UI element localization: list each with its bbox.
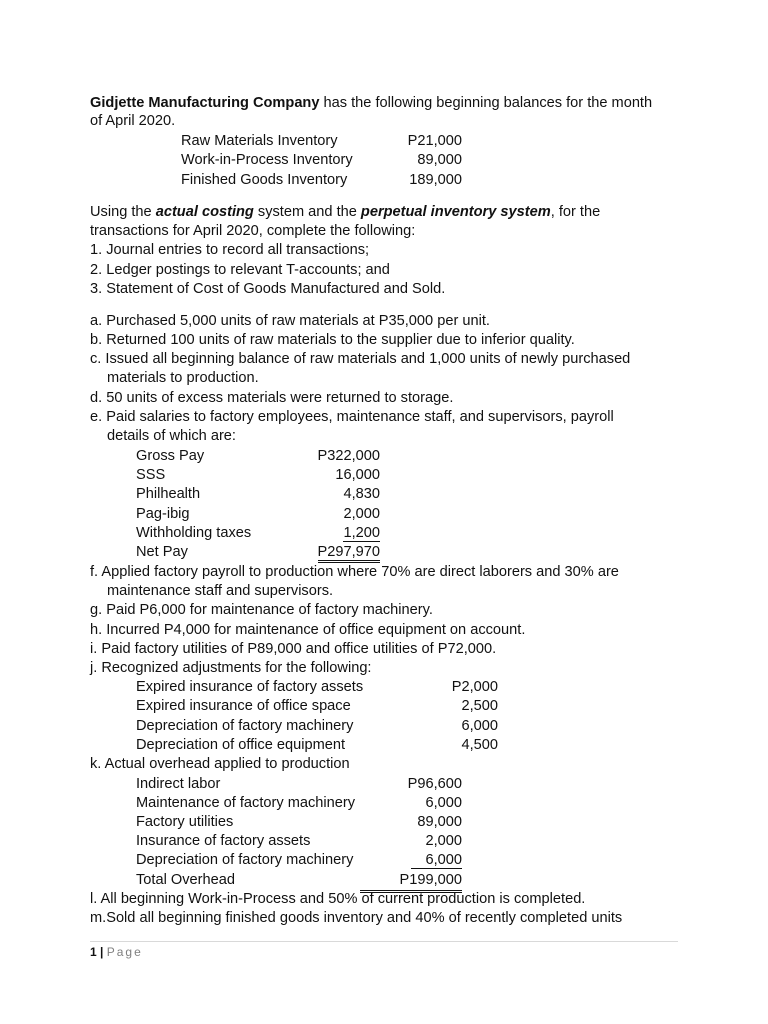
instr-text: system and the xyxy=(253,204,361,220)
payroll-label: Pag-ibig xyxy=(136,506,190,522)
page-separator: | xyxy=(96,945,107,959)
payroll-label: Withholding taxes xyxy=(136,525,252,541)
company-name: Gidjette Manufacturing Company xyxy=(90,95,320,111)
overhead-label: Depreciation of factory machinery xyxy=(136,852,354,868)
intro-line-2: of April 2020. xyxy=(90,113,176,129)
adjustment-value: P2,000 xyxy=(451,679,498,695)
transaction-a: a. Purchased 5,000 units of raw materials at P35,000 per unit. xyxy=(90,313,490,329)
transaction-f: f. Applied factory payroll to production where 70% are direct laborers and 30% are xyxy=(90,564,619,580)
footer-divider xyxy=(90,941,678,942)
payroll-label: SSS xyxy=(136,467,166,483)
requirement-item: 2. Ledger postings to relevant T-accounts; and xyxy=(90,262,390,278)
overhead-value: P96,600 xyxy=(407,776,462,792)
page-footer xyxy=(90,944,143,960)
transaction-m: m.Sold all beginning finished goods inventory and 40% of recently completed units xyxy=(90,910,623,926)
overhead-value: 89,000 xyxy=(417,814,462,830)
overhead-total-label: Total Overhead xyxy=(136,872,235,888)
overhead-value: 6,000 xyxy=(425,795,462,811)
payroll-value: 2,000 xyxy=(343,506,380,522)
overhead-label: Insurance of factory assets xyxy=(136,833,311,849)
adjustment-value: 4,500 xyxy=(461,737,498,753)
payroll-total xyxy=(300,543,380,562)
transaction-l: l. All beginning Work-in-Process and 50% of current production is completed. xyxy=(90,891,586,907)
payroll-total-underlined: P297,970 xyxy=(318,544,381,563)
transaction-k: k. Actual overhead applied to production xyxy=(90,756,350,772)
payroll-value: 16,000 xyxy=(335,467,380,483)
transaction-d: d. 50 units of excess materials were returned to storage. xyxy=(90,390,454,406)
requirement-item: 3. Statement of Cost of Goods Manufactured and Sold. xyxy=(90,281,446,297)
payroll-value xyxy=(300,524,380,543)
balance-label: Work-in-Process Inventory xyxy=(181,152,353,168)
balance-value: 189,000 xyxy=(409,172,462,188)
balance-label: Finished Goods Inventory xyxy=(181,172,348,188)
payroll-label: Gross Pay xyxy=(136,448,205,464)
intro-text: has the following beginning balances for the month xyxy=(319,95,653,111)
transaction-c-cont: materials to production. xyxy=(107,370,259,386)
overhead-value xyxy=(380,851,462,870)
transaction-e: e. Paid salaries to factory employees, maintenance staff, and supervisors, payroll xyxy=(90,409,614,425)
instr-text: , for the xyxy=(550,204,601,220)
instr-emphasis: actual costing xyxy=(155,204,254,220)
instr-emphasis: perpetual inventory system xyxy=(360,204,551,220)
page-number: 1 xyxy=(90,945,97,959)
payroll-value: 4,830 xyxy=(343,486,380,502)
instructions-line-1 xyxy=(90,203,600,222)
transaction-j: j. Recognized adjustments for the following: xyxy=(90,660,372,676)
transaction-c: c. Issued all beginning balance of raw materials and 1,000 units of newly purchased xyxy=(90,351,631,367)
overhead-label: Factory utilities xyxy=(136,814,234,830)
overhead-total-underlined: P199,000 xyxy=(360,871,462,893)
payroll-label: Philhealth xyxy=(136,486,201,502)
adjustment-label: Depreciation of office equipment xyxy=(136,737,346,753)
page-label: Page xyxy=(106,945,143,959)
overhead-value: 2,000 xyxy=(425,833,462,849)
payroll-label: Net Pay xyxy=(136,544,188,560)
balance-value: 89,000 xyxy=(417,152,462,168)
balance-value: P21,000 xyxy=(407,133,462,149)
adjustment-value: 6,000 xyxy=(461,718,498,734)
instr-text: Using the xyxy=(90,204,156,220)
adjustment-value: 2,500 xyxy=(461,698,498,714)
intro-line-1 xyxy=(90,94,652,113)
adjustment-label: Depreciation of factory machinery xyxy=(136,718,354,734)
adjustment-label: Expired insurance of factory assets xyxy=(136,679,364,695)
transaction-f-cont: maintenance staff and supervisors. xyxy=(107,583,334,599)
adjustment-label: Expired insurance of office space xyxy=(136,698,351,714)
transaction-i: i. Paid factory utilities of P89,000 and office utilities of P72,000. xyxy=(90,641,497,657)
payroll-value: P322,000 xyxy=(317,448,380,464)
payroll-value-underlined: 1,200 xyxy=(343,525,380,541)
transaction-g: g. Paid P6,000 for maintenance of factory machinery. xyxy=(90,602,433,618)
overhead-value-underlined: 6,000 xyxy=(411,852,462,869)
transaction-h: h. Incurred P4,000 for maintenance of office equipment on account. xyxy=(90,622,526,638)
transaction-e-cont: details of which are: xyxy=(107,428,236,444)
transaction-b: b. Returned 100 units of raw materials to the supplier due to inferior quality. xyxy=(90,332,575,348)
overhead-label: Maintenance of factory machinery xyxy=(136,795,356,811)
requirement-item: 1. Journal entries to record all transactions; xyxy=(90,242,370,258)
overhead-label: Indirect labor xyxy=(136,776,221,792)
instructions-line-2: transactions for April 2020, complete the following: xyxy=(90,223,416,239)
balance-label: Raw Materials Inventory xyxy=(181,133,338,149)
